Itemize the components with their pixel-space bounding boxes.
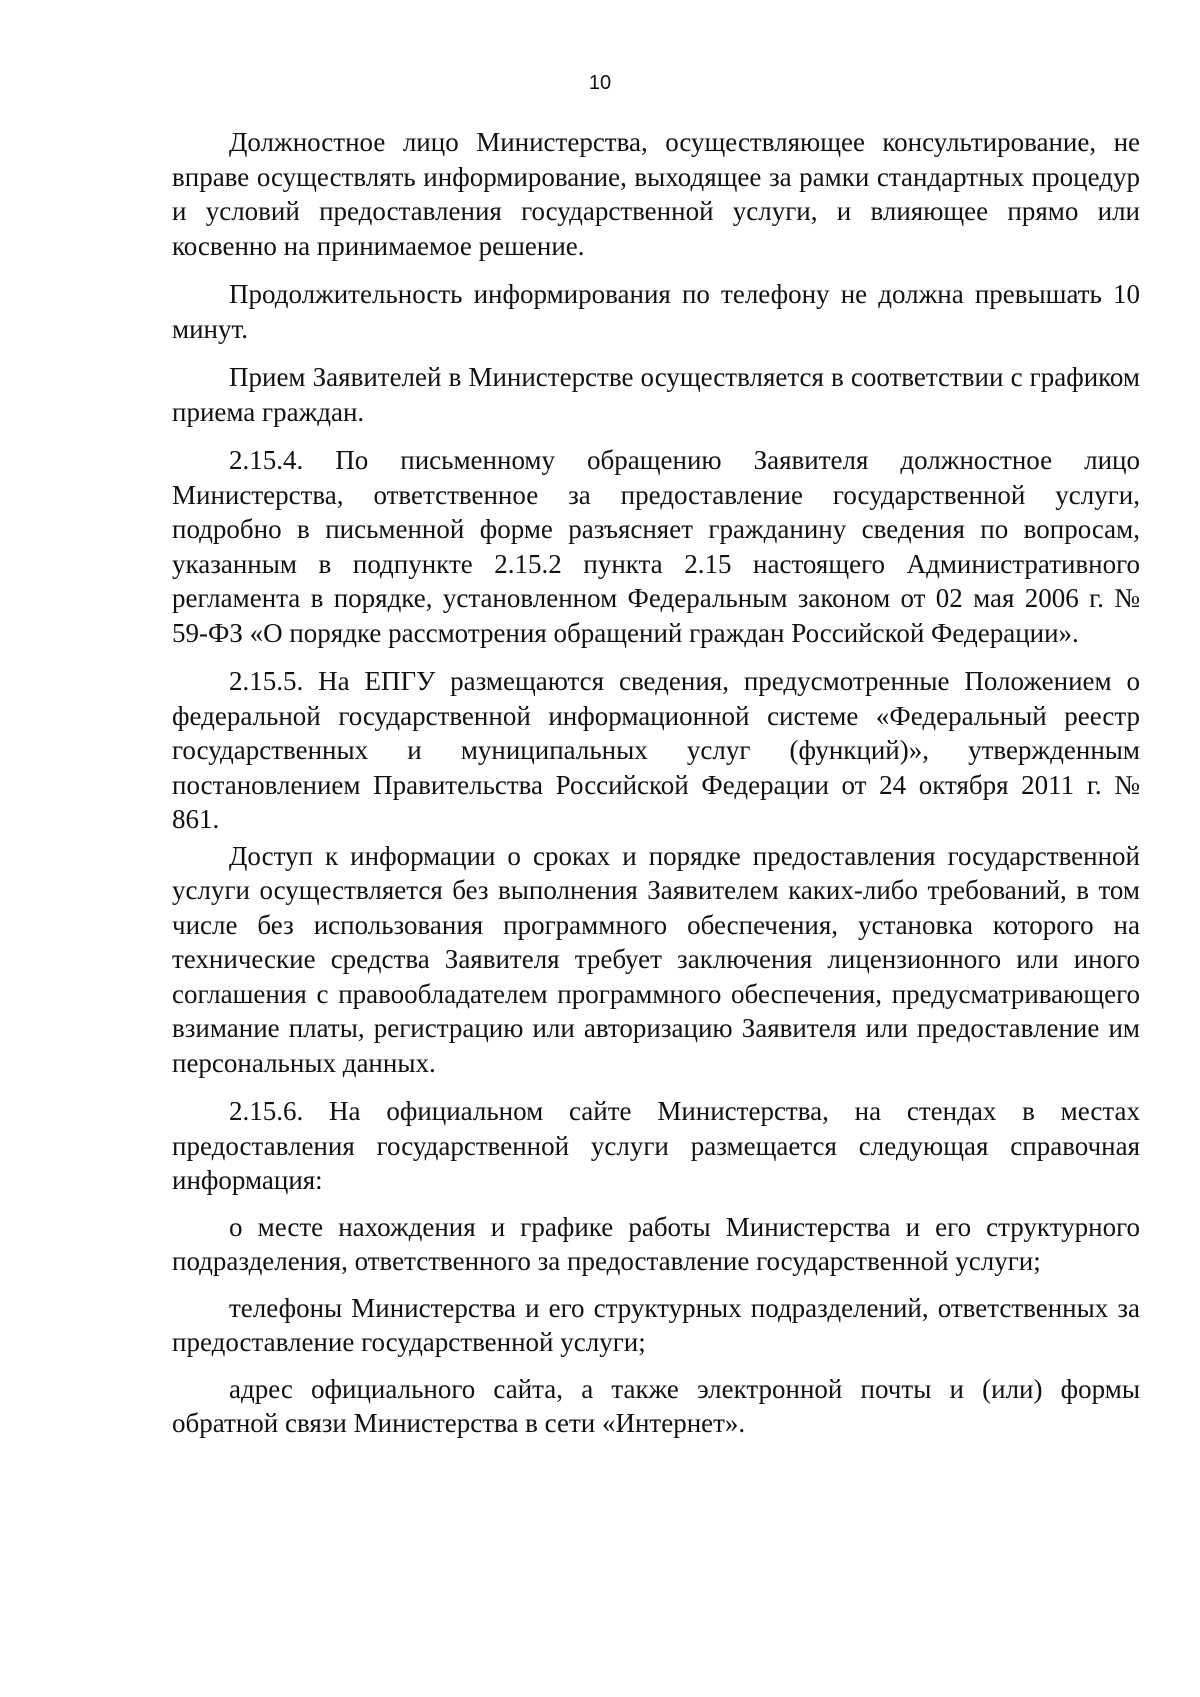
paragraph-consulting-official: Должностное лицо Министерства, осуществляющее консультирование, не вправе осуществлять информирование, выходящее за рамки стандартных процедур и условий предоставления государственной услуги, и влияющее прямо или косвенно на принимаемое решение. bbox=[172, 127, 1140, 261]
page-number: 10 bbox=[588, 72, 612, 94]
list-item-website-address: адрес официального сайта, а также электронной почты и (или) формы обратной связи Министерства в сети «Интернет». bbox=[172, 1373, 1140, 1438]
paragraph-information-access: Доступ к информации о сроках и порядке предоставления государственной услуги осуществляется без выполнения Заявителем каких-либо требований, в том числе без использования программного обеспечения, установка которого на технические средства Заявителя требует заключения лицензионного или иного соглашения с правообладателем программного обеспечения, предусматривающего взимание платы, регистрацию или авторизацию Заявителя или предоставление им персональных данных. bbox=[172, 840, 1140, 1078]
document-body bbox=[172, 125, 1140, 1441]
list-item-location-schedule: о месте нахождения и графике работы Министерства и его структурного подразделения, ответственного за предоставление государственной услуги; bbox=[172, 1211, 1140, 1276]
paragraph-2-15-5: 2.15.5. На ЕПГУ размещаются сведения, предусмотренные Положением о федеральной государственной информационной системе «Федеральный реестр государственных и муниципальных услуг (функций)», утвержденным постановлением Правительства Российской Федерации от 24 октября 2011 г. № 861. bbox=[172, 666, 1140, 834]
list-item-phones: телефоны Министерства и его структурных подразделений, ответственных за предоставление государственной услуги; bbox=[172, 1292, 1140, 1357]
paragraph-reception-schedule: Прием Заявителей в Министерстве осуществляется в соответствии с графиком приема граждан. bbox=[172, 362, 1140, 427]
paragraph-phone-duration: Продолжительность информирования по телефону не должна превышать 10 минут. bbox=[172, 279, 1140, 344]
paragraph-2-15-4: 2.15.4. По письменному обращению Заявителя должностное лицо Министерства, ответственное за предоставление государственной услуги, подробно в письменной форме разъясняет гражданину сведения по вопросам, указанным в подпункте 2.15.2 пункта 2.15 настоящего Административного регламента в порядке, установленном Федеральным законом от 02 мая 2006 г. № 59-ФЗ «О порядке рассмотрения обращений граждан Российской Федерации». bbox=[172, 445, 1140, 648]
paragraph-2-15-6: 2.15.6. На официальном сайте Министерства, на стендах в местах предоставления государственной услуги размещается следующая справочная информация: bbox=[172, 1096, 1140, 1195]
